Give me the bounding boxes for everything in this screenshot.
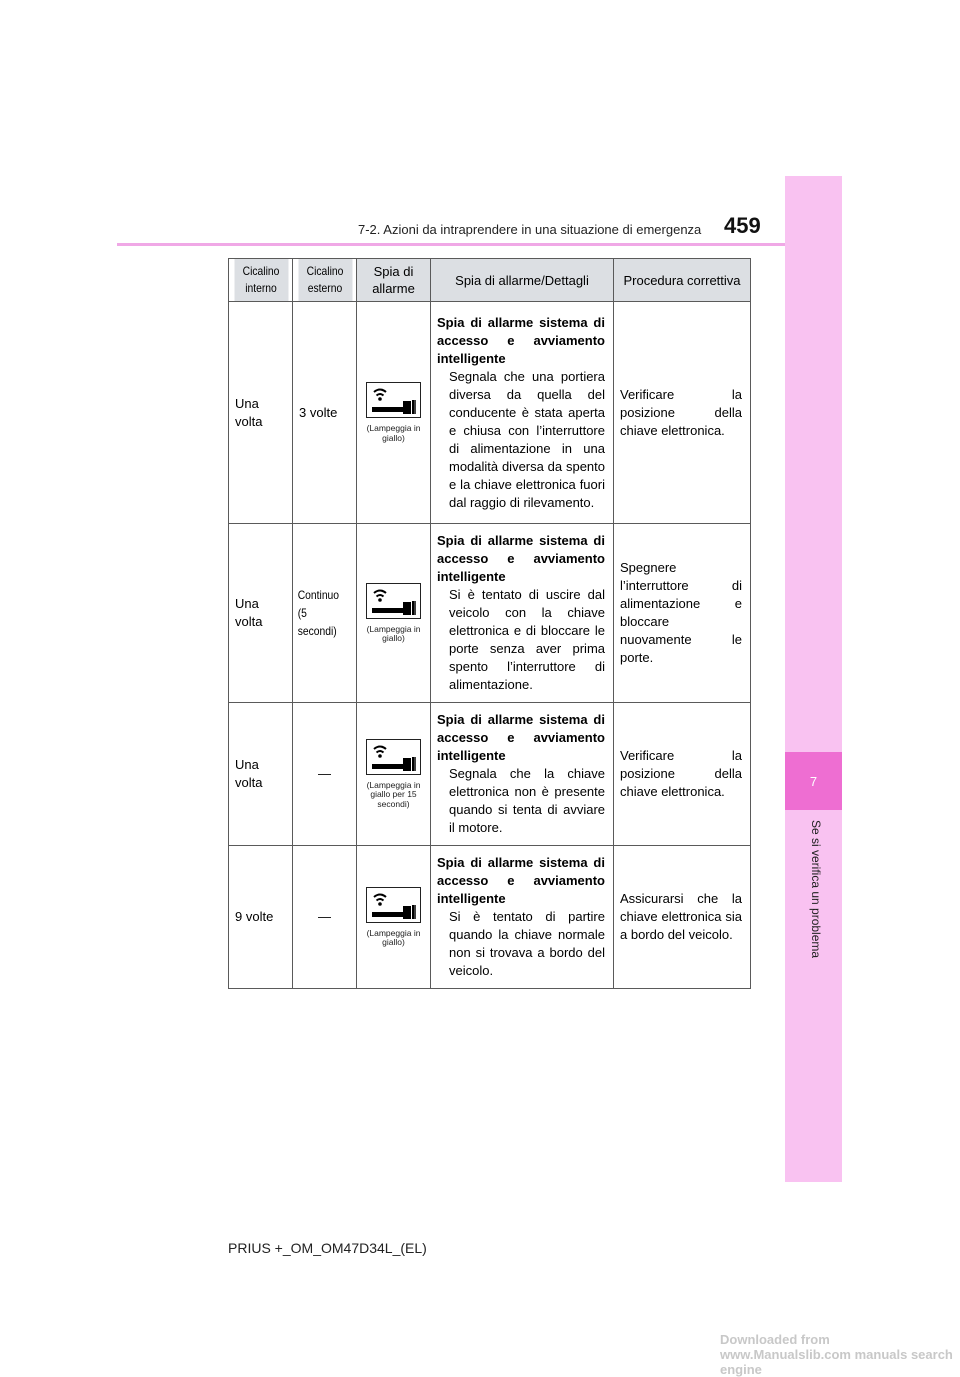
buzzer-external-cell: — [293, 846, 357, 989]
warning-lamp-cell [357, 302, 431, 524]
detail-body: Si è tentato di partire quando la chiave normale non si trovava a bordo del veicolo. [449, 909, 605, 978]
action-cell: Verificare la posizione della chiave elettronica. [614, 703, 751, 846]
detail-body: Segnala che la chiave elettronica non è presente quando si tenta di avviare il motore. [449, 766, 605, 835]
detail-cell [431, 703, 614, 846]
header-action: Procedura correttiva [614, 259, 751, 302]
smart-key-warning-icon [366, 739, 421, 775]
buzzer-external-cell: Continuo (5 secondi) [293, 524, 348, 703]
table-row [229, 524, 751, 703]
detail-cell [431, 302, 614, 524]
detail-cell [431, 524, 614, 703]
buzzer-internal-cell: 9 volte [229, 846, 293, 989]
warning-lamp-cell [357, 524, 431, 703]
detail-body: Si è tentato di uscire dal veicolo con la chiave elettronica e di bloccare le porte senza aver prima spento l’interruttore di alimentazione. [449, 587, 605, 692]
buzzer-internal-cell: Una volta [229, 302, 293, 524]
footer-model-code: PRIUS +_OM_OM47D34L_(EL) [228, 1240, 427, 1256]
smart-key-warning-icon [366, 887, 421, 923]
table-row [229, 846, 751, 989]
action-cell: Spegnere l’interruttore di alimentazione e bloccare nuovamente le porte. [614, 524, 751, 703]
smart-key-warning-icon [366, 382, 421, 418]
lamp-note: (Lampeggia in giallo) [366, 927, 421, 947]
page-number: 459 [724, 213, 761, 238]
detail-title: Spia di allarme sistema di accesso e avviamento intelligente [437, 712, 605, 763]
smart-key-warning-icon [366, 583, 421, 619]
action-cell: Verificare la posizione della chiave elettronica. [614, 302, 751, 524]
detail-title: Spia di allarme sistema di accesso e avviamento intelligente [437, 533, 605, 584]
table-header-row [229, 259, 751, 302]
header-buzzer-internal: Cicalino interno [233, 259, 288, 302]
lamp-note: (Lampeggia in giallo) [366, 623, 421, 643]
table-row [229, 302, 751, 524]
detail-body: Segnala che una portiera diversa da quella del conducente è stata aperta e chiusa con l’interruttore di alimentazione in una modalità diversa da spento e la chiave elettronica fuori dal raggio di rilevamento. [449, 368, 605, 510]
footer-watermark: Downloaded from www.Manualslib.com manuals search engine [720, 1332, 953, 1377]
chapter-number: 7 [785, 752, 842, 810]
detail-cell [431, 846, 614, 989]
lamp-note: (Lampeggia in giallo) [366, 423, 421, 443]
detail-title: Spia di allarme sistema di accesso e avviamento intelligente [437, 855, 605, 906]
section-title: 7-2. Azioni da intraprendere in una situazione di emergenza [358, 222, 702, 237]
buzzer-internal-cell: Una volta [229, 524, 293, 703]
warning-lamp-cell [357, 703, 431, 846]
header-buzzer-external: Cicalino esterno [297, 259, 352, 302]
header-details: Spia di allarme/Dettagli [431, 259, 614, 302]
lamp-note: (Lampeggia in giallo per 15 secondi) [366, 779, 421, 809]
header-divider [117, 243, 785, 246]
action-cell: Assicurarsi che la chiave elettronica sia a bordo del veicolo. [614, 846, 751, 989]
header-warning-lamp: Spia di allarme [357, 259, 431, 302]
warning-table [228, 258, 751, 989]
detail-title: Spia di allarme sistema di accesso e avviamento intelligente [437, 314, 605, 366]
buzzer-external-cell: — [293, 703, 357, 846]
buzzer-internal-cell: Una volta [229, 703, 293, 846]
side-tab [785, 176, 842, 1182]
buzzer-external-cell: 3 volte [293, 302, 357, 524]
table-row [229, 703, 751, 846]
page-header [0, 0, 960, 250]
warning-lamp-cell [357, 846, 431, 989]
chapter-label: Se si verifica un problema [809, 820, 823, 959]
